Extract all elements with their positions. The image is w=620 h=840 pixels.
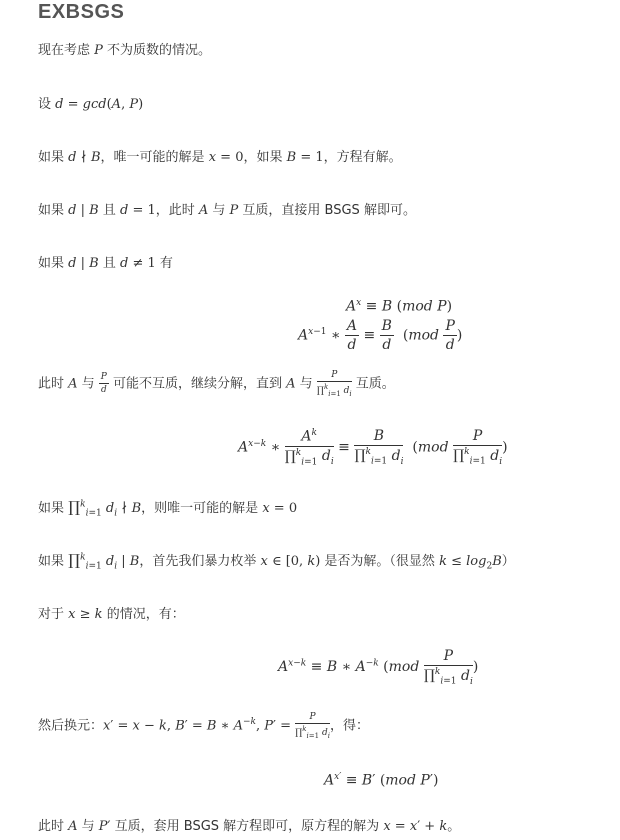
equation-3: $A^{x-k}$ ∗ $\frac{A^k}{\prod^k_{i=1} d_i}$ ≡ $\frac{B}{\prod^k_{i=1} d_i}$ (mod $\frac{P}{\prod^k_{i=1} d_i}$ ) <box>238 428 508 468</box>
paragraph-brute-force: 如果 ∏$^k_{i=1}$ $d_i$ | B，首先我们暴力枚举 x ∈ [0, k) 是否为解。（很显然 $k \le \log_2B$） <box>38 551 515 572</box>
paragraph-case-not-divide: 如果 d ∤ B，唯一可能的解是 x = 0，如果 B = 1，方程有解。 <box>38 150 402 165</box>
paragraph-case-general: 如果 d | B 且 d ≠ 1 有 <box>38 256 173 271</box>
paragraph-define-d: 设 d = gcd(A, P) <box>38 97 144 112</box>
equation-2: $A^{x-1}$ ∗ $\frac{A}{d}$ ≡ $\frac{B}{d}$ (mod $\frac{P}{d}$ ) <box>298 318 463 353</box>
equation-4: $A^{x-k} \equiv B$ ∗ $A^{-k}$ (mod $\frac{P}{\prod^k_{i=1} d_i}$ ) <box>278 648 479 687</box>
paragraph-case-product-not-divide: 如果 ∏$^k_{i=1}$ $d_i$ ∤ B，则唯一可能的解是 x = 0 <box>38 498 298 519</box>
paragraph-case-x-ge-k: 对于 x ≥ k 的情况，有： <box>38 607 185 622</box>
paragraph-conclusion: 此时 A 与 P′ 互质，套用 BSGS 解方程即可，原方程的解为 x = x′ + k。 <box>38 819 461 834</box>
equation-1: $A^x \equiv B$ (mod P) <box>346 298 453 315</box>
equation-5: $A^{x'} \equiv B'$ (mod P′) <box>324 772 439 789</box>
paragraph-continue: 此时 A 与 $\frac{P}{d}$ 可能不互质，继续分解，直到 A 与 $\frac{P}{\prod^k_{i=1} d_i}$ 互质。 <box>38 370 395 398</box>
page-title: EXBSGS <box>38 1 125 23</box>
paragraph-substitution: 然后换元：x′ = x − k, B′ = B ∗ $A^{-k}$, P′ = $\frac{P}{\prod^k_{i=1} d_i}$ ，得： <box>38 712 370 740</box>
paragraph-case-coprime: 如果 d | B 且 d = 1，此时 A 与 P 互质，直接用 BSGS 解即可。 <box>38 203 416 218</box>
paragraph-intro: 现在考虑 P 不为质数的情况。 <box>38 43 212 58</box>
